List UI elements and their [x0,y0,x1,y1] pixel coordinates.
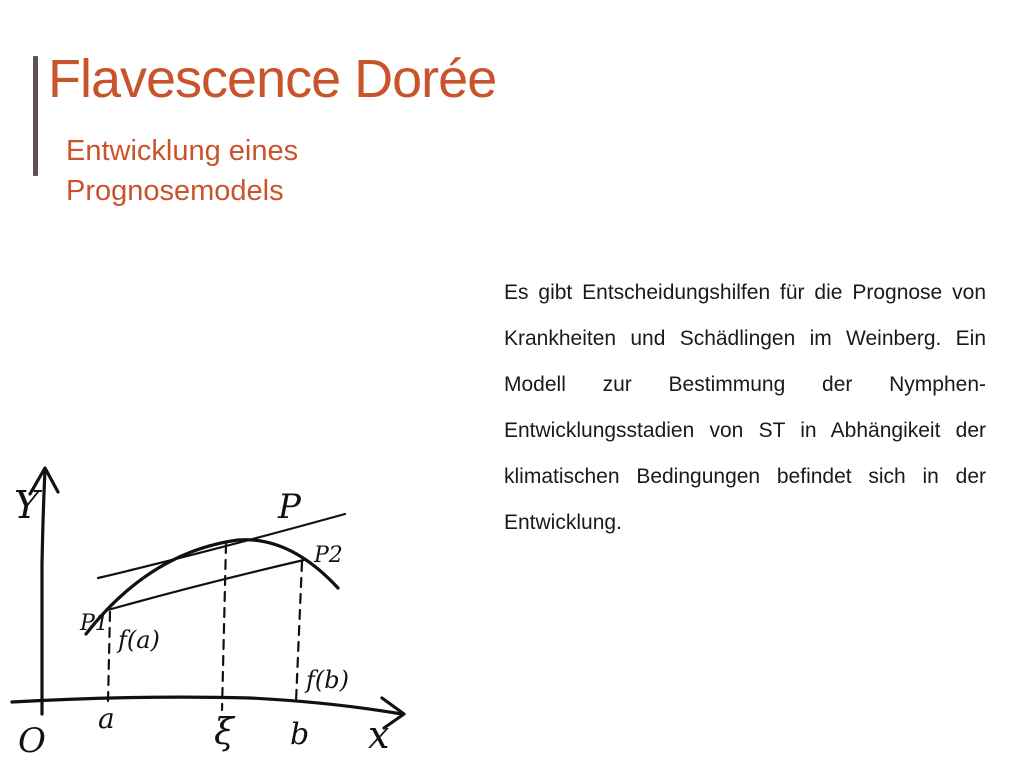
value-label-fb: f(b) [306,666,349,694]
y-axis [42,470,45,714]
x-axis-label: x [368,713,390,757]
tick-label-xi: ξ [214,712,234,753]
tick-label-b: b [290,717,310,752]
vertical-dash-xi [222,544,226,710]
vertical-dash-b [296,562,302,702]
slide-title: Flavescence Dorée [48,49,497,109]
point-label-p2: P2 [314,543,343,568]
x-axis [12,697,402,714]
mean-value-theorem-sketch [0,452,420,768]
y-axis-label: Y [14,483,40,527]
origin-label: O [18,721,46,761]
curve-label-p: P [278,487,301,527]
body-paragraph: Es gibt Entscheidungshilfen für die Prognose von Krankheiten und Schädlingen im Weinberg. Ein Modell zur Bestimmung der Nymphen-Entwicklungsstadien von ST in Abhängikeit der klimatischen Bedingungen befindet sich in der Entwicklung. [504,281,986,534]
tangent-line-p [98,514,345,578]
title-accent-bar [33,56,38,176]
value-label-fa: f(a) [118,626,160,654]
slide-subtitle: Entwicklung eines Prognosemodels [66,135,299,207]
point-label-p1: P1 [80,611,109,636]
tick-label-a: a [98,702,115,735]
